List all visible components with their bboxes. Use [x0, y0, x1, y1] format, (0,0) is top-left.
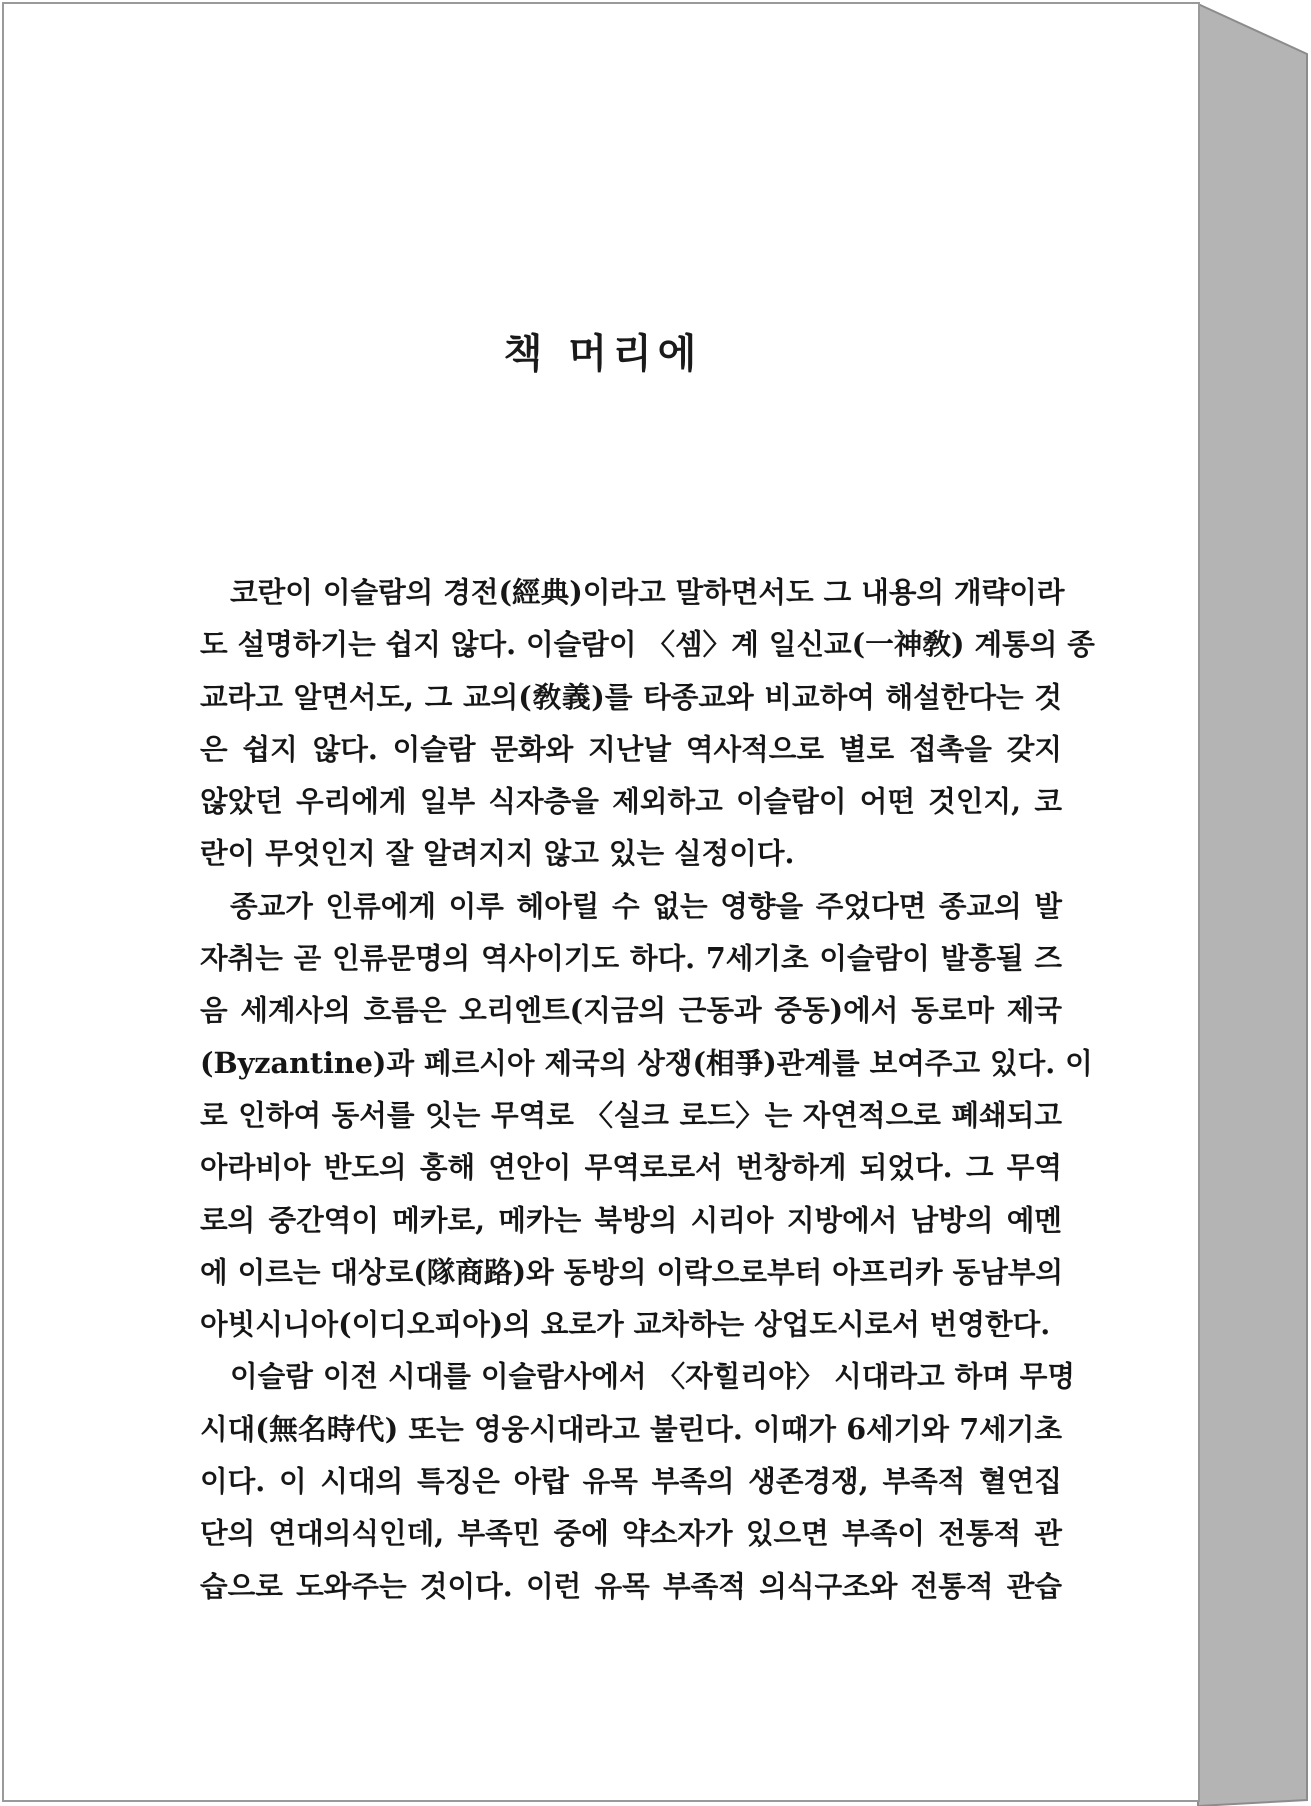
text-line: 도 설명하기는 쉽지 않다. 이슬람이 〈셈〉계 일신교(一神敎) 계통의 종 [200, 627, 1095, 662]
text-line: 은 쉽지 않다. 이슬람 문화와 지난날 역사적으로 별로 접촉을 갖지 [200, 731, 1062, 766]
text-line: 로 인하여 동서를 잇는 무역로 〈실크 로드〉는 자연적으로 폐쇄되고 [200, 1097, 1062, 1132]
text-line: 종교가 인류에게 이루 헤아릴 수 없는 영향을 주었다면 종교의 발 [230, 888, 1062, 923]
book-page [2, 2, 1200, 1802]
text-line: 이다. 이 시대의 특징은 아랍 유목 부족의 생존경쟁, 부족적 혈연집 [200, 1464, 1062, 1499]
text-line: (Byzantine)과 페르시아 제국의 상쟁(相爭)관계를 보여주고 있다. 이 [200, 1045, 1093, 1080]
text-line: 에 이르는 대상로(隊商路)와 동방의 이락으로부터 아프리카 동남부의 [200, 1254, 1064, 1289]
text-line: 아라비아 반도의 홍해 연안이 무역로로서 번창하게 되었다. 그 무역 [200, 1150, 1062, 1185]
text-line: 않았던 우리에게 일부 식자층을 제외하고 이슬람이 어떤 것인지, 코 [200, 784, 1062, 819]
text-line: 음 세계사의 흐름은 오리엔트(지금의 근동과 중동)에서 동로마 제국 [200, 993, 1062, 1028]
text-line: 로의 중간역이 메카로, 메카는 북방의 시리아 지방에서 남방의 예멘 [200, 1202, 1062, 1237]
text-line: 교라고 알면서도, 그 교의(敎義)를 타종교와 비교하여 해설한다는 것 [200, 679, 1062, 714]
body-text [200, 566, 1095, 1612]
text-line: 아빗시니아(이디오피아)의 요로가 교차하는 상업도시로서 번영한다. [200, 1307, 1051, 1342]
text-line: 코란이 이슬람의 경전(經典)이라고 말하면서도 그 내용의 개략이라 [230, 575, 1065, 609]
text-line: 자취는 곧 인류문명의 역사이기도 하다. 7세기초 이슬람이 발흥될 즈 [200, 941, 1062, 976]
page-title: 책 머리에 [503, 330, 703, 377]
text-line: 단의 연대의식인데, 부족민 중에 약소자가 있으면 부족이 전통적 관 [200, 1516, 1062, 1551]
text-line: 시대(無名時代) 또는 영웅시대라고 불린다. 이때가 6세기와 7세기초 [200, 1411, 1062, 1446]
text-line: 란이 무엇인지 잘 알려지지 않고 있는 실정이다. [200, 836, 795, 871]
text-line: 이슬람 이전 시대를 이슬람사에서 〈자힐리야〉 시대라고 하며 무명 [230, 1359, 1076, 1394]
text-line: 습으로 도와주는 것이다. 이런 유목 부족적 의식구조와 전통적 관습 [200, 1568, 1062, 1603]
